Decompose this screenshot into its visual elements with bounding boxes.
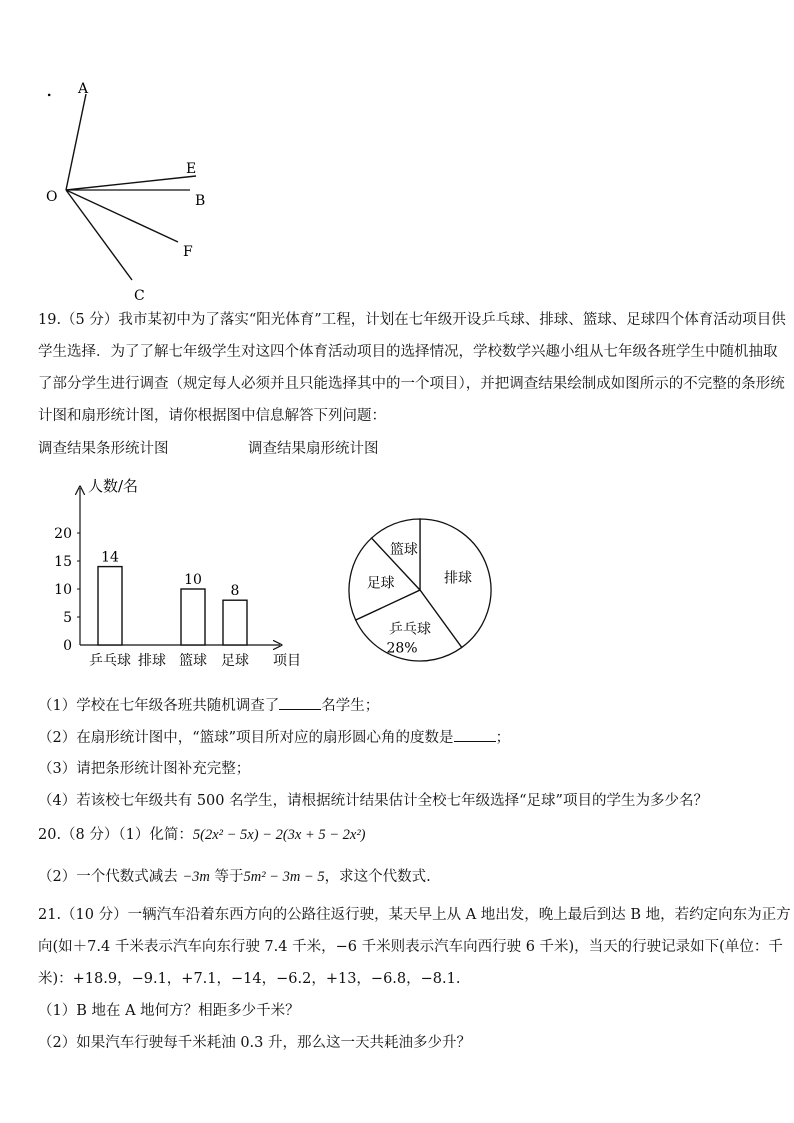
bar-乒乓球 — [98, 567, 122, 645]
q21-sub1: （1）B 地在 A 地何方？相距多少千米？ — [38, 1003, 300, 1019]
y-tick-label-10: 10 — [54, 582, 72, 598]
bar-篮球 — [181, 589, 205, 645]
bar-chart — [40, 470, 320, 675]
q19-intro-line-3: 了部分学生进行调查（规定每人必须并且只能选择其中的一个项目），并把调查结果绘制成如图所示的不完整的条形统 — [38, 376, 785, 392]
pie-label-乒乓球: 乒乓球 — [389, 621, 431, 638]
bar-value-label-足球: 8 — [230, 583, 240, 600]
ray-of — [66, 190, 178, 242]
bar-chart-caption: 调查结果条形统计图 — [38, 441, 169, 457]
q19-sub1-blank[interactable] — [279, 709, 321, 710]
q19-intro-line-4: 计图和扇形统计图，请你根据图中信息解答下列问题： — [38, 408, 386, 424]
q19-sub3: （3）请把条形统计图补充完整； — [38, 761, 251, 777]
q19-sub2-after: ； — [495, 730, 511, 746]
bar-value-label-篮球: 10 — [184, 572, 202, 588]
q20-line2-c: ，求这个代数式. — [324, 869, 431, 885]
q19-intro-line-1: 19.（5 分）我市某初中为了落实“阳光体育”工程，计划在七年级开设乒乓球、排球、篮球、足球四个体育活动项目供 — [38, 312, 786, 328]
pie-chart-caption: 调查结果扇形统计图 — [248, 441, 379, 457]
q19-sub2 — [38, 729, 510, 747]
y-tick-label-20: 20 — [54, 526, 72, 542]
y-tick-label-0: 0 — [63, 638, 72, 654]
q19-sub1-after: 名学生； — [321, 698, 380, 714]
label-c: C — [134, 288, 145, 304]
x-category-label-排球: 排球 — [138, 653, 166, 669]
x-category-label-足球: 足球 — [221, 653, 249, 669]
ray-oe — [66, 176, 196, 190]
y-axis-label: 人数/名 — [88, 477, 139, 495]
label-b: B — [195, 193, 206, 209]
q21-sub2: （2）如果汽车行驶每千米耗油 0.3 升，那么这一天共耗油多少升？ — [38, 1035, 472, 1051]
pie-percent-乒乓球: 28% — [386, 640, 418, 657]
ray-oc — [66, 190, 132, 280]
q19-sub1-before: （1）学校在七年级各班共随机调查了 — [38, 698, 280, 714]
pie-label-篮球: 篮球 — [389, 542, 418, 559]
x-category-label-乒乓球: 乒乓球 — [89, 653, 131, 669]
q20-line2-b: 等于 — [214, 869, 244, 885]
bar-足球 — [223, 600, 247, 645]
q19-sub2-blank[interactable] — [454, 741, 496, 742]
q19-intro-line-2: 学生选择．为了了解七年级学生对这四个体育活动项目的选择情况，学校数学兴趣小组从七年级各班学生中随机抽取 — [38, 344, 778, 360]
q19-sub4: （4）若该校七年级共有 500 名学生，请根据统计结果估计全校七年级选择“足球”项目的学生为多少名？ — [38, 793, 708, 809]
bar-value-label-乒乓球: 14 — [101, 549, 119, 566]
q20-line-2 — [38, 868, 431, 886]
q20-term-2: 5m² − 3m − 5 — [243, 869, 325, 885]
pie-chart — [340, 510, 500, 670]
figure-dot: . — [46, 77, 53, 101]
q19-sub2-before: （2）在扇形统计图中，“篮球”项目所对应的扇形圆心角的度数是 — [38, 730, 454, 746]
q20-expression: 5(2x² − 5x) − 2(3x + 5 − 2x²) — [192, 827, 366, 843]
label-f: F — [183, 244, 193, 260]
q20-line2-a: （2）一个代数式减去 — [38, 869, 178, 885]
label-a: A — [78, 81, 89, 97]
x-category-label-篮球: 篮球 — [179, 653, 207, 669]
pie-label-足球: 足球 — [366, 575, 395, 592]
q20-line-1 — [38, 826, 366, 844]
q20-prefix: 20.（8 分）（1）化简： — [38, 827, 193, 843]
y-tick-label-5: 5 — [63, 610, 72, 626]
pie-label-排球: 排球 — [444, 570, 472, 587]
y-tick-label-15: 15 — [54, 554, 72, 570]
q21-line-3: 米)：+18.9，−9.1，+7.1，−14，−6.2，+13，−6.8，−8.1. — [38, 971, 461, 987]
angle-figure — [30, 70, 230, 305]
q20-term-1: −3m — [182, 869, 210, 885]
q19-sub1 — [38, 697, 379, 715]
ray-oa — [66, 94, 86, 190]
q21-line-1: 21.（10 分）一辆汽车沿着东西方向的公路往返行驶，某天早上从 A 地出发，晚上最后到达 B 地，若约定向东为正方 — [38, 907, 791, 923]
q21-line-2: 向(如＋7.4 千米表示汽车向东行驶 7.4 千米，−6 千米则表示汽车向西行驶 6 千米)，当天的行驶记录如下(单位：千 — [38, 939, 783, 955]
x-axis-label: 项目 — [273, 653, 301, 669]
label-e: E — [186, 161, 197, 177]
label-o: O — [46, 189, 58, 205]
